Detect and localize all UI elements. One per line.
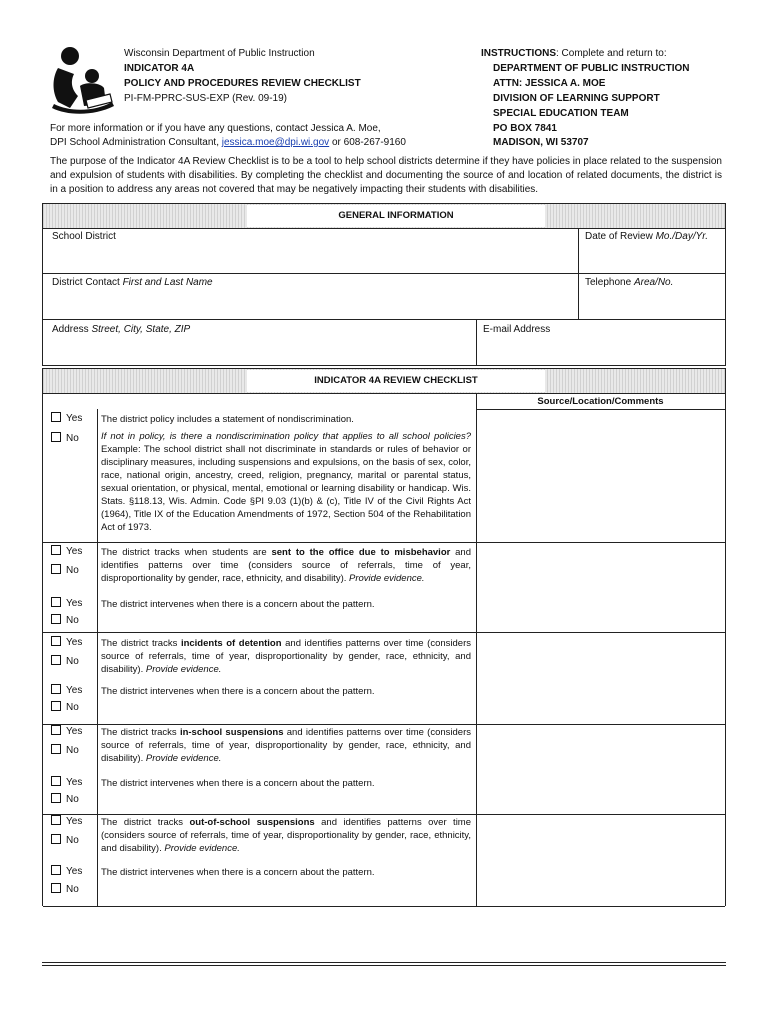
checkbox-icon	[51, 614, 61, 624]
indicator-label: INDICATOR 4A	[124, 63, 195, 74]
footer-rule	[42, 962, 726, 966]
contact-line-2	[50, 136, 406, 150]
item-1-yes-checkbox[interactable]: Yes	[51, 411, 82, 427]
contact-phone: or 608-267-9160	[331, 137, 406, 148]
checkbox-icon	[51, 636, 61, 646]
checkbox-icon	[51, 432, 61, 442]
item-4-text: The district tracks incidents of detention and identifies patterns over time (considers source of referrals, time of year, disproportionality by gender, race, ethnicity, and disability). Provide evidence.	[101, 638, 471, 675]
contact-email-link[interactable]: jessica.moe@dpi.wi.gov	[221, 137, 330, 148]
contact-line-1: For more information or if you have any questions, contact Jessica A. Moe,	[50, 123, 381, 134]
item-2-yes-checkbox[interactable]: Yes	[51, 544, 82, 560]
item-1-no-checkbox[interactable]: No	[51, 431, 79, 447]
email-field[interactable]: E-mail Address	[483, 324, 551, 335]
checkbox-icon	[51, 744, 61, 754]
instructions	[481, 47, 667, 61]
item-8-text: The district tracks out-of-school suspensions and identifies patterns over time (considers source of referrals, time of year, disproportionality by gender, race, ethnicity, and disability). Provide evidence.	[101, 817, 472, 854]
item-7-yes-checkbox[interactable]: Yes	[51, 775, 82, 791]
address-field[interactable]: Address Street, City, State, ZIP	[52, 324, 191, 335]
item-2-text: The district tracks when students are sent to the office due to misbehavior and identifies patterns over time (considers source of referrals, time of year, disproportionality by gender, race, ethnicity, and disability). Provide evidence.	[101, 547, 472, 584]
item-1-text: The district policy includes a statement of nondiscrimination. If not in policy, is there a nondiscrimination policy that applies to all school policies? Example: The school district shall not discriminate in standards or rules of behavior or disciplinary measures, including suspensions and expulsions, on the basis of sex, color, race, national origin, ancestry, creed, religion, pregnancy, marital or parental status, sexual orientation, or physical, mental, emotional or learning disability or handicap. Wis. Stats. §118.13, Wis. Admin. Code §PI 9.03 (1)(b) & (c), Title IV of the Civil Rights Act (1964), Title IX of the Education Amendments of 1972, Section 504 of the Rehabilitation Act of 1973.	[101, 414, 471, 533]
item-8-no-checkbox[interactable]: No	[51, 833, 79, 849]
checkbox-icon	[51, 684, 61, 694]
item-3-no-checkbox[interactable]: No	[51, 613, 79, 629]
date-of-review-field[interactable]: Date of Review Mo./Day/Yr.	[585, 231, 709, 242]
checkbox-icon	[51, 564, 61, 574]
source-header: Source/Location/Comments	[537, 396, 664, 407]
address-line: DIVISION OF LEARNING SUPPORT	[493, 93, 660, 104]
checkbox-icon	[51, 701, 61, 711]
item-9-no-checkbox[interactable]: No	[51, 882, 79, 898]
item-6-text: The district tracks in-school suspensions and identifies patterns over time (considers source of referrals, time of year, disproportionality by gender, race, ethnicity, and disability). Provide evidence.	[101, 727, 471, 764]
address-line: SPECIAL EDUCATION TEAM	[493, 108, 629, 119]
form-title: POLICY AND PROCEDURES REVIEW CHECKLIST	[124, 78, 361, 89]
address-line: ATTN: JESSICA A. MOE	[493, 78, 606, 89]
instructions-text: : Complete and return to:	[556, 48, 667, 59]
checkbox-icon	[51, 793, 61, 803]
district-contact-field[interactable]: District Contact First and Last Name	[52, 277, 213, 288]
general-info-table	[42, 203, 726, 366]
item-5-text: The district intervenes when there is a concern about the pattern.	[101, 686, 375, 697]
item-6-no-checkbox[interactable]: No	[51, 743, 79, 759]
checkbox-icon	[51, 776, 61, 786]
checkbox-icon	[51, 883, 61, 893]
item-6-yes-checkbox[interactable]: Yes	[51, 724, 82, 740]
checkbox-icon	[51, 655, 61, 665]
address-line: MADISON, WI 53707	[493, 137, 589, 148]
checkbox-icon	[51, 545, 61, 555]
agency-name: Wisconsin Department of Public Instruction	[124, 48, 315, 59]
intro-paragraph: The purpose of the Indicator 4A Review Checklist is to be a tool to help school districts determine if they have policies in place related to the suspension and expulsion of students with disabilities. By completing the checklist and documenting the source of and location of related documents, the district is in a position to address any areas not covered that may be negatively impacting their students with disabilities.	[50, 156, 722, 195]
item-9-text: The district intervenes when there is a concern about the pattern.	[101, 867, 375, 878]
checkbox-icon	[51, 725, 61, 735]
school-district-field[interactable]: School District	[52, 231, 116, 242]
checkbox-icon	[51, 834, 61, 844]
item-7-text: The district intervenes when there is a concern about the pattern.	[101, 778, 375, 789]
item-8-yes-checkbox[interactable]: Yes	[51, 814, 82, 830]
telephone-field[interactable]: Telephone Area/No.	[585, 277, 674, 288]
item-4-yes-checkbox[interactable]: Yes	[51, 635, 82, 651]
checkbox-icon	[51, 597, 61, 607]
item-9-yes-checkbox[interactable]: Yes	[51, 864, 82, 880]
checklist-title: INDICATOR 4A REVIEW CHECKLIST	[247, 370, 545, 392]
contact-role: DPI School Administration Consultant,	[50, 137, 219, 148]
item-5-no-checkbox[interactable]: No	[51, 700, 79, 716]
address-line: PO BOX 7841	[493, 123, 557, 134]
checkbox-icon	[51, 815, 61, 825]
item-4-no-checkbox[interactable]: No	[51, 654, 79, 670]
dpi-logo-icon	[50, 46, 116, 114]
checkbox-icon	[51, 865, 61, 875]
form-code: PI-FM-PPRC-SUS-EXP (Rev. 09-19)	[124, 93, 287, 104]
instructions-label: INSTRUCTIONS	[481, 48, 556, 59]
item-3-yes-checkbox[interactable]: Yes	[51, 596, 82, 612]
checkbox-icon	[51, 412, 61, 422]
address-line: DEPARTMENT OF PUBLIC INSTRUCTION	[493, 63, 690, 74]
item-5-yes-checkbox[interactable]: Yes	[51, 683, 82, 699]
item-2-no-checkbox[interactable]: No	[51, 563, 79, 579]
item-7-no-checkbox[interactable]: No	[51, 792, 79, 808]
general-info-title: GENERAL INFORMATION	[247, 205, 545, 227]
item-3-text: The district intervenes when there is a concern about the pattern.	[101, 599, 375, 610]
